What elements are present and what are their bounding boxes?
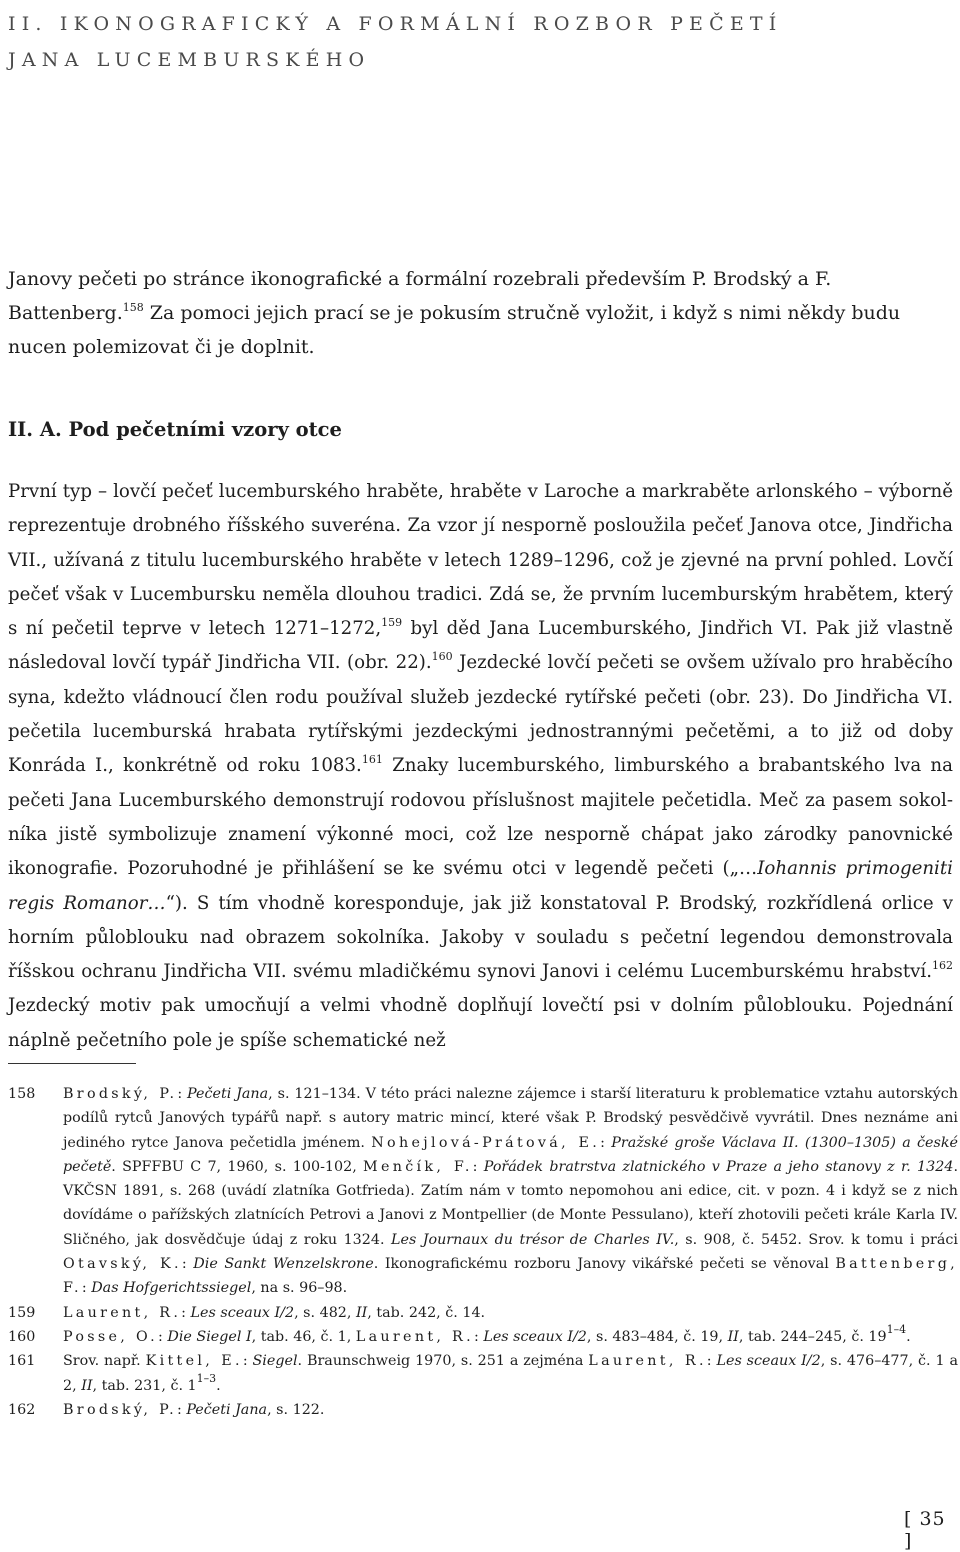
- footnote-text: Brodský, P.: Pečeti Jana, s. 121–134. V této práci nalezne zájemce i starší literaturu k problematice vztahu autorských podílů rytců Janových typářů např. s autory matric mincí, které však P. Brodský pesvědčivě vyvrátil. Dnes neznáme ani jediného rytce Janova pečetidla jménem. Nohejlová-Prátová, E.: Pražské groše Václava II. (1300–1305) a české pečetě. SPFFBU C 7, 1960, s. 100-102, Menčík, F.: Pořádek bratrstva zlatnického v Praze a jeho stanovy z r. 1324. VKČSN 1891, s. 268 (uvádí zlatníka Gotfrieda). Zatím nám v tomto nepomohou ani edice, cit. v pozn. 4 i když se z nich dovídáme o pařížských zlatnících Petrovi a Janovi z Montpellier (de Monte Pessulano), kteří zhotovili pečeti krále Karla IV. Sličného, jak dosvědčuje údaj z roku 1324. Les Journaux du trésor de Charles IV., s. 908, č. 5452. Srov. k tomu i práci Otavský, K.: Die Sankt Wenzelskrone. Ikonografickému rozboru Janovy vikářské pečeti se věnoval Battenberg, F.: Das Hofgerichtssiegel, na s. 96–98.: [63, 1086, 958, 1297]
- footnotes: [8, 1082, 958, 1422]
- footnote-ref-159[interactable]: 159: [381, 616, 403, 630]
- footnote-158: [8, 1082, 958, 1301]
- footnote-text: Posse, O.: Die Siegel I, tab. 46, č. 1, Laurent, R.: Les sceaux I/2, s. 483–484, č. 19, II, tab. 244–245, č. 19$^{1-4}$.: [63, 1322, 911, 1345]
- seal-legend-quote: Iohannis primogeniti regis Romanor…: [8, 858, 954, 914]
- chapter-heading: [8, 6, 948, 78]
- section-title: II. A. Pod pečetními vzory otce: [8, 418, 342, 441]
- intro-paragraph: Janovy pečeti po stránce ikonografické a formální rozebrali především P. Brodský a F. Battenberg.$^{158}$ Za pomoci jejich prací se je pokusím stručně vyložit, i když s nimi někdy budu nucen polemizovat či je doplnit.: [8, 268, 901, 358]
- footnote-159: [8, 1301, 958, 1325]
- footnote-divider: [8, 1063, 136, 1064]
- footnote-number: 162: [8, 1401, 36, 1418]
- footnote-ref-158[interactable]: 158: [122, 301, 144, 314]
- footnote-162: [8, 1398, 958, 1422]
- footnote-number: 161: [8, 1353, 36, 1370]
- chapter-heading-line-2: JANA LUCEMBURSKÉHO: [8, 49, 371, 71]
- footnote-text: Srov. např. Kittel, E.: Siegel. Braunschweig 1970, s. 251 a zejména Laurent, R.: Les sceaux I/2, s. 476–477, č. 1 a 2, II, tab. 231, č. 1$^{1-3}$.: [63, 1353, 958, 1394]
- footnote-161: [8, 1349, 958, 1398]
- page-number: [ 35 ]: [904, 1508, 946, 1552]
- footnote-number: 159: [8, 1304, 36, 1321]
- footnote-ref-160[interactable]: 160: [431, 650, 453, 664]
- footnote-text: Brodský, P.: Pečeti Jana, s. 122.: [63, 1401, 325, 1418]
- footnote-160: [8, 1322, 958, 1349]
- footnote-number: 158: [8, 1086, 36, 1102]
- body-paragraph: První typ – lovčí pečeť lucemburského hraběte, hraběte v Laroche a markraběte arlonského – výborně reprezentuje drobného říšského suveréna. Za vzor jí nesporně posloužila pečeť Janova otce, Jindřicha VII., užívaná z titulu lucemburského hraběte v letech 1289–1296, což je zjevné na první pohled. Lovčí pečeť však v Lucembursku neměla dlouhou tradici. Zdá se, že prvním lucemburským hrabětem, který s ní pečetil teprve v letech 1271–1272,$^{159}$ byl děd Jana Lucemburského, Jindřich VI. Pak již vlastně následoval lovčí typář Jindřicha VII. (obr. 22).$^{160}$ Jezdecké lovčí pečeti se ovšem užívalo pro hraběcího syna, kdežto vládnoucí člen rodu používal služeb jezdecké rytířské pečeti (obr. 23). Do Jindřicha VI. pečetila lucemburská hrabata rytířskými jezdeckými jednostrannými pečetěmi, a to již od doby Konráda I., konkrétně od roku 1083.$^{161}$ Znaky lucemburského, limburského a brabantského lva na pečeti Jana Lucemburského demonstrují rodovou příslušnost majitele pečetidla. Meč za pasem sokolníka jistě symbolizuje znamení výkonné moci, což lze nesporně chápat jako zárodky panovnické ikonografie. Pozoruhodné je přihlášení se ke svému otci v legendě pečeti („…Iohannis primogeniti regis Romanor…“). S tím vhodně koresponduje, jak již konstatoval P. Brodský, rozkřídlená orlice v horním půloblouku nad obrazem sokolníka. Jakoby v souladu s pečetní legendou demonstrovala říšskou ochranu Jindřicha VII. svému mladičkému synovi Janovi i celému Lucemburskému hrabství.$^{162}$ Jezdecký motiv pak umocňují a velmi vhodně doplňují lovečtí psi v dolním půloblouku. Pojednání náplně pečetního pole je spíše schematické než: [8, 481, 954, 1051]
- footnote-ref-162[interactable]: 162: [932, 959, 953, 973]
- footnote-number: 160: [8, 1328, 36, 1345]
- chapter-heading-line-1: II. IKONOGRAFICKÝ A FORMÁLNÍ ROZBOR PEČETÍ: [8, 13, 783, 35]
- footnote-text: Laurent, R.: Les sceaux I/2, s. 482, II, tab. 242, č. 14.: [63, 1304, 486, 1321]
- footnote-ref-161[interactable]: 161: [361, 753, 383, 767]
